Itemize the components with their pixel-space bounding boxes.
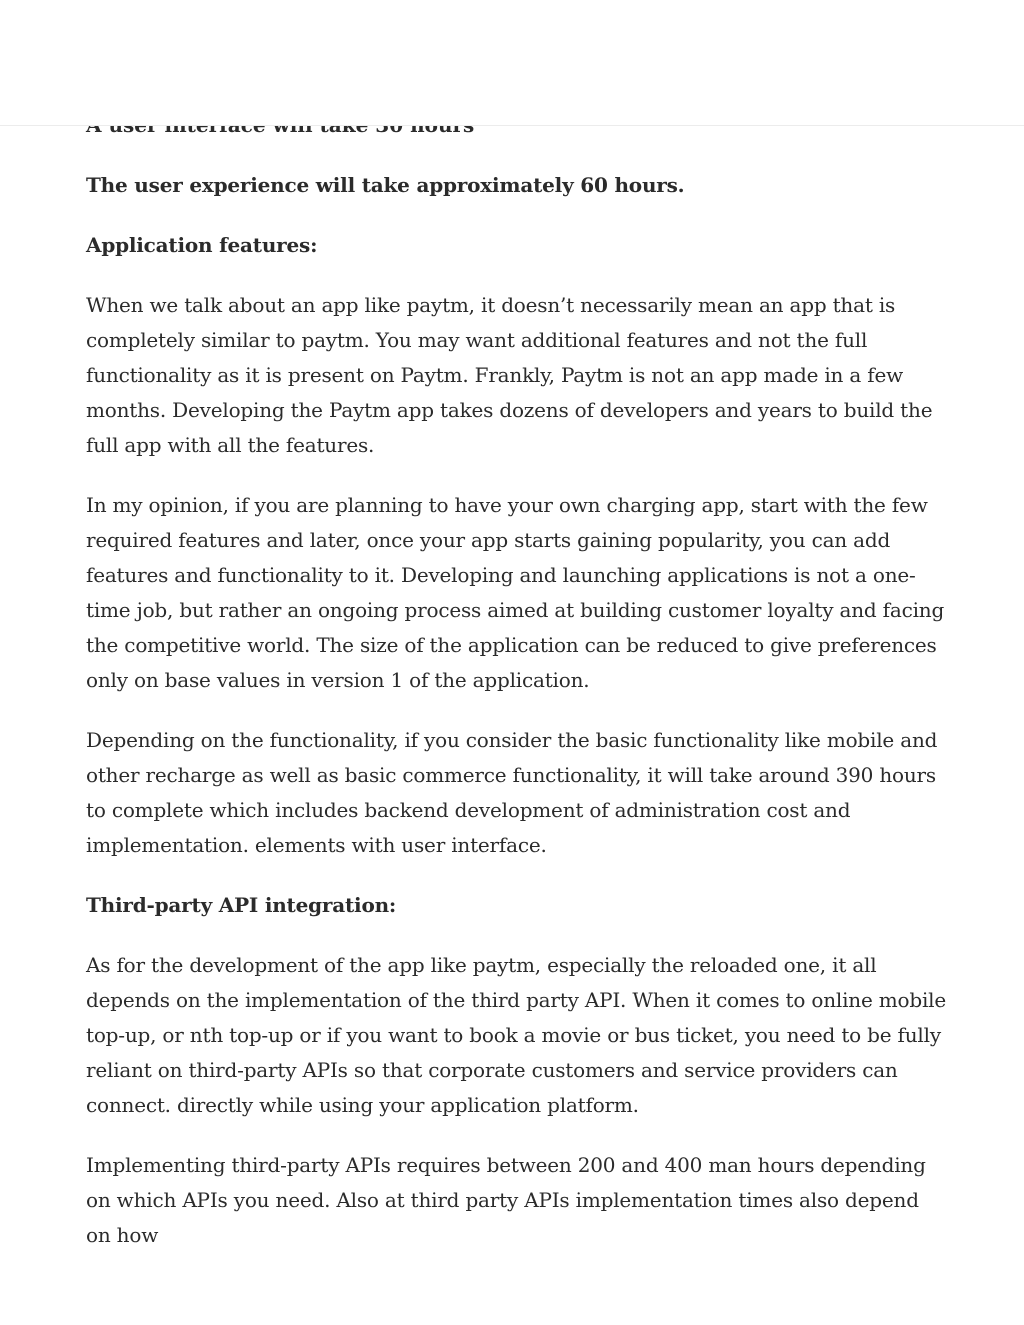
paragraph: When we talk about an app like paytm, it doesn’t necessarily mean an app that is completely similar to paytm. You may want additional features and not the full functionality as it is present on Paytm. Frankly, Paytm is not an app made in a few months. Developing the Paytm app takes dozens of developers and years to build the full app with all the features. [86, 293, 933, 457]
section-heading-third-party-api: Third-party API integration: [86, 893, 397, 917]
article-body [86, 168, 946, 1278]
paragraph: Implementing third-party APIs requires between 200 and 400 man hours depending on which APIs you need. Also at third party APIs implementation times also depend on how [86, 1153, 926, 1247]
paragraph: As for the development of the app like paytm, especially the reloaded one, it all depends on the implementation of the third party API. When it comes to online mobile top-up, or nth top-up or if you want to book a movie or bus ticket, you need to be fully reliant on third-party APIs so that corporate customers and service providers can connect. directly while using your application platform. [86, 953, 946, 1117]
section-heading-application-features: Application features: [86, 233, 318, 257]
bold-statement: The user experience will take approximately 60 hours. [86, 173, 685, 197]
paragraph: In my opinion, if you are planning to have your own charging app, start with the few required features and later, once your app starts gaining popularity, you can add features and functionality to it. Developing and launching applications is not a one-time job, but rather an ongoing process aimed at building customer loyalty and facing the competitive world. The size of the application can be reduced to give preferences only on base values in version 1 of the application. [86, 493, 945, 692]
paragraph: Depending on the functionality, if you consider the basic functionality like mobile and other recharge as well as basic commerce functionality, it will take around 390 hours to complete which includes backend development of administration cost and implementation. elements with user interface. [86, 728, 938, 857]
top-bar [0, 0, 1024, 126]
